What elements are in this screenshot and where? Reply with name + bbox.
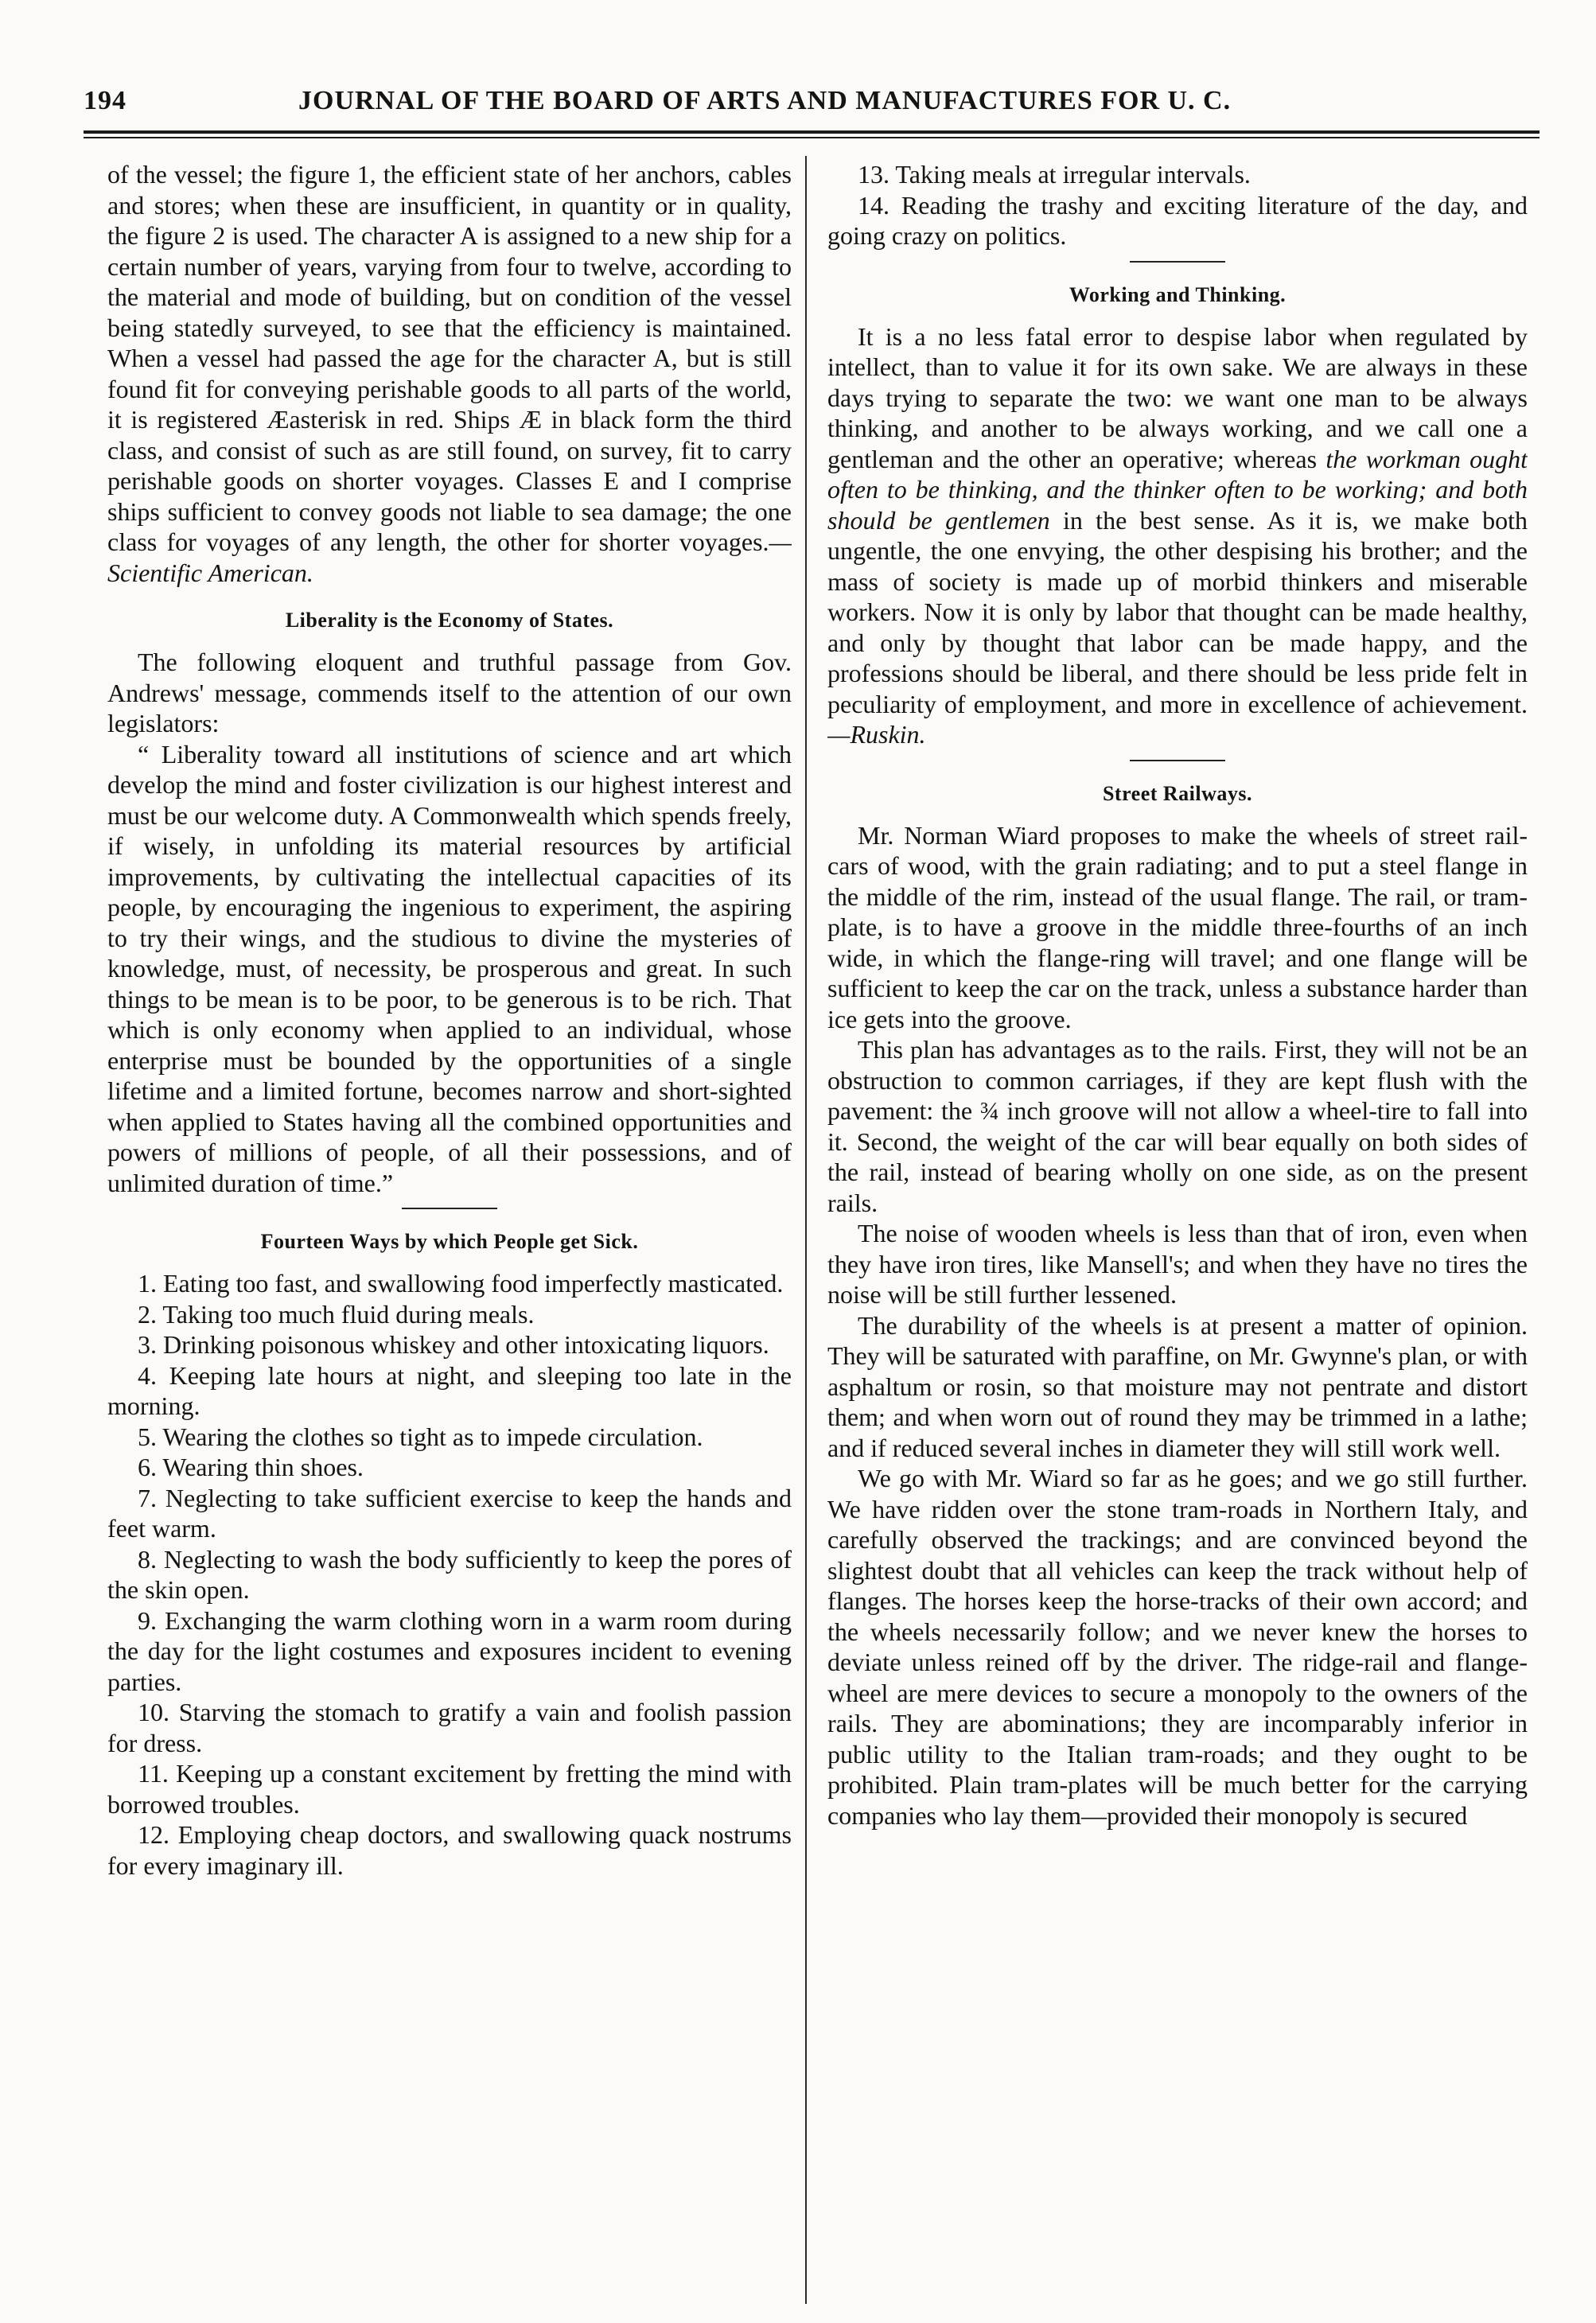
- street-paragraph: We go with Mr. Wiard so far as he goes; and we go still further. We have ridden over the stone tram-roads in Northern Italy, and carefully observed the trackings; and are convinced beyond the slightest doubt that all vehicles can keep the track without help of flanges. The horses keep the horse-tracks of their own accord; and the wheels necessarily follow; and we never knew the horses to deviate unless reined off by the driver. The ridge-rail and flange-wheel are mere devices to secure a monopoly to the owners of the rails. They are abominations; they are incomparably inferior in public utility to the Italian tram-roads; and they ought to be prohibited. Plain tram-plates will be much better for the carrying companies who lay them—provided their monopoly is secured: [827, 1464, 1528, 1830]
- section-rule: [1130, 760, 1225, 761]
- column-divider: [805, 156, 807, 2304]
- section-rule: [402, 1208, 497, 1209]
- left-column: [107, 159, 792, 2307]
- running-title: JOURNAL OF THE BOARD OF ARTS AND MANUFACTURES FOR U. C.: [298, 86, 1232, 115]
- list-item: 4. Keeping late hours at night, and sleeping too late in the morning.: [107, 1360, 792, 1420]
- fourteen-list: [107, 1268, 792, 1881]
- fourteen-list-continued: [827, 159, 1528, 251]
- right-column: [827, 159, 1528, 2307]
- list-item: 13. Taking meals at irregular intervals.: [858, 160, 1251, 189]
- intro-source: —Scientific American.: [107, 527, 792, 587]
- page-number: 194: [84, 86, 127, 115]
- working-heading: [827, 283, 1528, 307]
- working-heading-text: Working and Thinking.: [1069, 282, 1287, 306]
- list-item: 8. Neglecting to wash the body sufficiently to keep the pores of the skin open.: [107, 1544, 792, 1604]
- street-paragraph: This plan has advantages as to the rails. First, they will not be an obstruction to common carriages, if they are kept flush with the pavement: the ¾ inch groove will not allow a wheel-tire to fall into it. Second, the weight of the car will bear equally on both sides of the rail, instead of bearing wholly on one side, as on the present rails.: [827, 1035, 1528, 1217]
- page-header: [84, 70, 1540, 118]
- working-text-b: in the best sense. As it is, we make both ungentle, the one envying, the other despising his brother; and the mass of society is made up of morbid thinkers and miserable workers. Now it is only by labor that thought can be made healthy, and only by thought that labor can be made happy, and the professions should be liberal, and there should be less pride felt in peculiarity of employment, and more in excellence of achievement.: [827, 505, 1528, 718]
- street-paragraph: The noise of wooden wheels is less than that of iron, even when they have iron tires, like Mansell's; and when they have no tires the noise will be still further lessened.: [827, 1219, 1528, 1309]
- list-item: 6. Wearing thin shoes.: [138, 1453, 364, 1481]
- list-item: 3. Drinking poisonous whiskey and other intoxicating liquors.: [138, 1330, 769, 1359]
- list-item: 11. Keeping up a constant excitement by fretting the mind with borrowed troubles.: [107, 1759, 792, 1819]
- list-item: 10. Starving the stomach to gratify a vain and foolish passion for dress.: [107, 1698, 792, 1757]
- header-rule: [84, 130, 1540, 134]
- liberality-intro: The following eloquent and truthful passage from Gov. Andrews' message, commends itself to the attention of our own legislators:: [107, 648, 792, 737]
- fourteen-heading-text: Fourteen Ways by which People get Sick.: [260, 1230, 639, 1253]
- working-source: —Ruskin.: [827, 720, 926, 749]
- list-item: 5. Wearing the clothes so tight as to impede circulation.: [138, 1422, 703, 1451]
- street-heading-text: Street Railways.: [1102, 781, 1253, 805]
- list-item: 7. Neglecting to take sufficient exercise to keep the hands and feet warm.: [107, 1483, 792, 1543]
- street-paragraph: Mr. Norman Wiard proposes to make the wheels of street rail-cars of wood, with the grain radiating; and to put a steel flange in the middle of the rim, instead of the usual flange. The rail, or tram-plate, is to have a groove in the middle three-fourths of an inch wide, in which the flange-ring will travel; and one flange will be sufficient to keep the car on the track, unless a substance harder than ice gets into the groove.: [827, 820, 1528, 1033]
- list-item: 12. Employing cheap doctors, and swallowing quack nostrums for every imaginary ill.: [107, 1820, 792, 1880]
- list-item: 14. Reading the trashy and exciting literature of the day, and going crazy on politics.: [827, 190, 1528, 250]
- liberality-quote: “ Liberality toward all institutions of science and art which develop the mind and foster civilization is our highest interest and must be our welcome duty. A Commonwealth which spends freely, if wisely, in unfolding its material resources by artificial improvements, by cultivating the intellectual capacities of its people, by encouraging the ingenious to experiment, the aspiring to try their wings, and the studious to divine the mysteries of knowledge, must, of necessity, be prosperous and great. In such things to be mean is to be poor, to be generous is to be rich. That which is only economy when applied to an individual, whose enterprise must be bounded by the opportunities of a single lifetime and a limited fortune, becomes narrow and short-sighted when applied to States having all the combined opportunities and powers of millions of people, of all their possessions, and of unlimited duration of time.”: [107, 739, 792, 1197]
- list-item: 2. Taking too much fluid during meals.: [138, 1299, 535, 1329]
- working-text-a: It is a no less fatal error to despise labor when regulated by intellect, than to value it for its own sake. We are always in these days trying to separate the two: we want one man to be always thinking, and another to be always working, and we call one a gentleman and the other an operative; whereas: [827, 321, 1528, 473]
- intro-paragraph: [107, 159, 792, 588]
- liberality-heading-text: Liberality is the Economy of States.: [285, 609, 614, 632]
- liberality-heading: [107, 609, 792, 632]
- street-paragraph: The durability of the wheels is at present a matter of opinion. They will be saturated with paraffine, on Mr. Gwynne's plan, or with asphaltum or rosin, so that moisture may not pentrate and distort them; and when worn out of round they may be trimmed in a lathe; and if reduced several inches in diameter they will still work well.: [827, 1310, 1528, 1462]
- section-rule: [1130, 261, 1225, 263]
- fourteen-heading: [107, 1230, 792, 1254]
- street-heading: [827, 782, 1528, 806]
- header-rule-thin: [84, 137, 1540, 138]
- working-paragraph: [827, 321, 1528, 750]
- list-item: 9. Exchanging the warm clothing worn in a warm room during the day for the light costumes and exposures incident to evening parties.: [107, 1605, 792, 1696]
- list-item: 1. Eating too fast, and swallowing food imperfectly masticated.: [138, 1269, 784, 1298]
- intro-text: of the vessel; the figure 1, the efficient state of her anchors, cables and stores; when these are insufficient, in quantity or in quality, the figure 2 is used. The character A is assigned to a new ship for a certain number of years, varying from four to twelve, according to the material and mode of building, but on condition of the vessel being statedly surveyed, to see that the efficiency is maintained. When a vessel had passed the age for the character A, but is still found fit for conveying perishable goods to all parts of the world, it is registered Æasterisk in red. Ships Æ in black form the third class, and consist of such as are still found, on survey, fit to carry perishable goods on shorter voyages. Classes E and I comprise ships sufficient to convey goods not liable to sea damage; the one class for voyages of any length, the other for shorter voyages.: [107, 160, 792, 556]
- working-text-italic: the workman ought often to be thinking, and the thinker often to be working; and both should be gentlemen: [827, 444, 1528, 535]
